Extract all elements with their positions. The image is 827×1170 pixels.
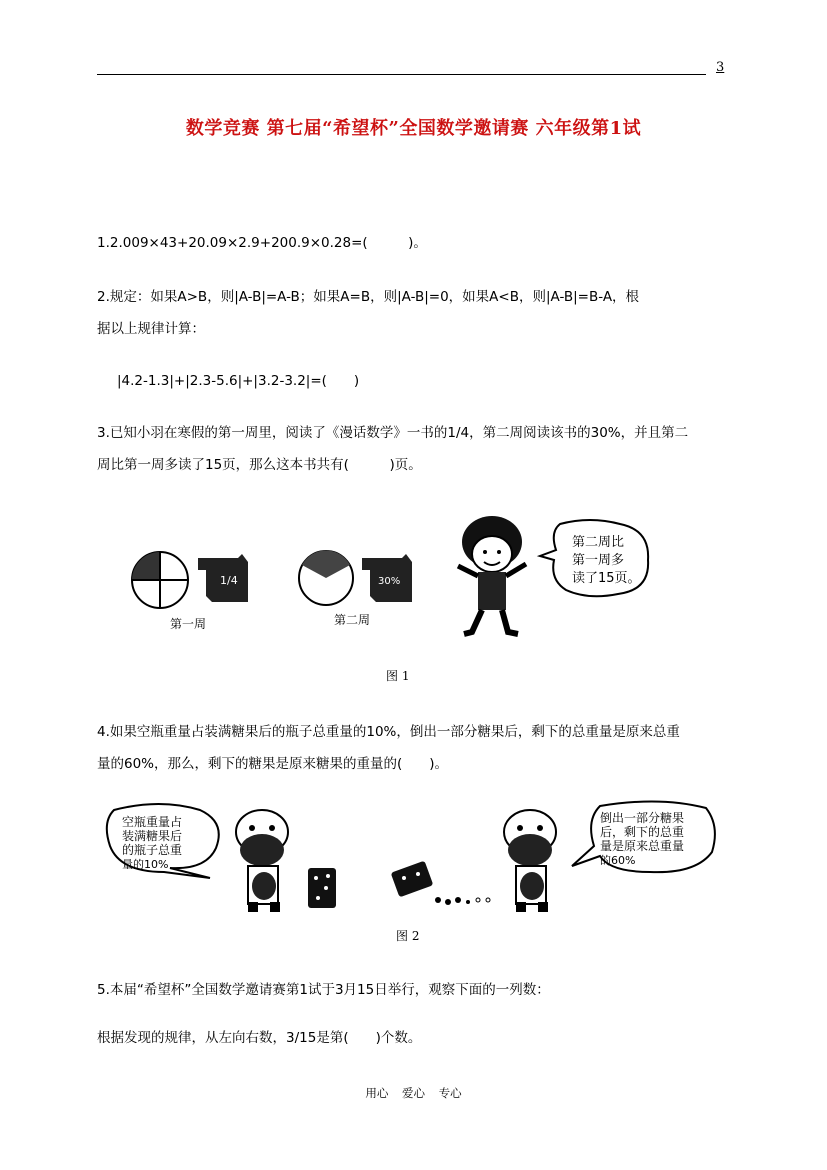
right-bubble-line-1: 倒出一部分糖果	[600, 811, 685, 825]
question-2-expression: |4.2-1.3|+|2.3-5.6|+|3.2-3.2|=( )	[117, 373, 360, 389]
right-bubble-line-3: 量是原来总重量	[600, 839, 685, 853]
question-3-line-2: 周比第一周多读了15页，那么这本书共有( )页。	[97, 457, 422, 473]
tipped-jar-icon	[391, 861, 490, 905]
right-speech-bubble	[572, 801, 715, 872]
cow-character-icon	[504, 810, 556, 912]
question-4-line-2: 量的60%，那么，剩下的糖果是原来糖果的重量的( )。	[97, 756, 449, 772]
page-footer: 用心 爱心 专心	[365, 1086, 462, 1100]
figure-1-caption: 图 1	[386, 669, 410, 683]
figure-2-caption: 图 2	[396, 929, 420, 943]
question-4-line-1: 4.如果空瓶重量占装满糖果后的瓶子总重量的10%，倒出一部分糖果后，剩下的总重量是原来总重	[97, 724, 680, 740]
page-title: 数学竞赛 第七届“希望杯”全国数学邀请赛 六年级第1试	[185, 118, 642, 139]
question-3-line-1: 3.已知小羽在寒假的第一周里，阅读了《漫话数学》一书的1/4，第二周阅读该书的30%，并且第二	[97, 425, 689, 441]
left-bubble-line-4: 量的10%	[122, 858, 169, 871]
right-bubble-line-4: 的60%	[600, 854, 636, 867]
question-1: 1.2.009×43+20.09×2.9+200.9×0.28=( )。	[97, 235, 427, 251]
cow-character-icon	[236, 810, 288, 912]
question-5-line-2: 根据发现的规律，从左向右数，3/15是第( )个数。	[97, 1030, 422, 1046]
bubble-line-3: 读了15页。	[572, 571, 641, 586]
bubble-line-2: 第一周多	[572, 553, 625, 568]
week-2-label: 第二周	[334, 613, 371, 627]
speech-bubble	[540, 520, 648, 596]
pie-quarter	[132, 552, 188, 608]
figure-2	[100, 796, 720, 946]
right-bubble-line-2: 后，剩下的总重	[600, 825, 685, 839]
boy-character-icon	[458, 516, 526, 634]
hand-label-1: 1/4	[220, 574, 238, 587]
left-speech-bubble	[107, 804, 219, 878]
left-bubble-line-2: 装满糖果后	[122, 829, 183, 843]
week-1-label: 第一周	[170, 617, 207, 631]
pointing-hand-icon	[362, 554, 412, 602]
question-2-line-2: 据以上规律计算：	[97, 321, 205, 337]
header-rule	[97, 74, 706, 75]
pointing-hand-icon	[198, 554, 248, 602]
question-5-line-1: 5.本届“希望杯”全国数学邀请赛第1试于3月15日举行，观察下面的一列数：	[97, 982, 550, 998]
page-number: 3	[716, 60, 725, 75]
left-bubble-line-3: 的瓶子总重	[122, 843, 183, 857]
bubble-line-1: 第二周比	[572, 535, 625, 550]
left-bubble-line-1: 空瓶重量占	[122, 815, 183, 829]
figure-1	[120, 510, 720, 690]
question-2-line-1: 2.规定：如果A>B，则|A-B|=A-B；如果A=B，则|A-B|=0，如果A<B，则|A-B|=B-A，根	[97, 289, 640, 305]
hand-label-2: 30%	[378, 576, 401, 587]
full-jar-icon	[308, 868, 336, 908]
pie-thirty-percent	[299, 550, 353, 605]
